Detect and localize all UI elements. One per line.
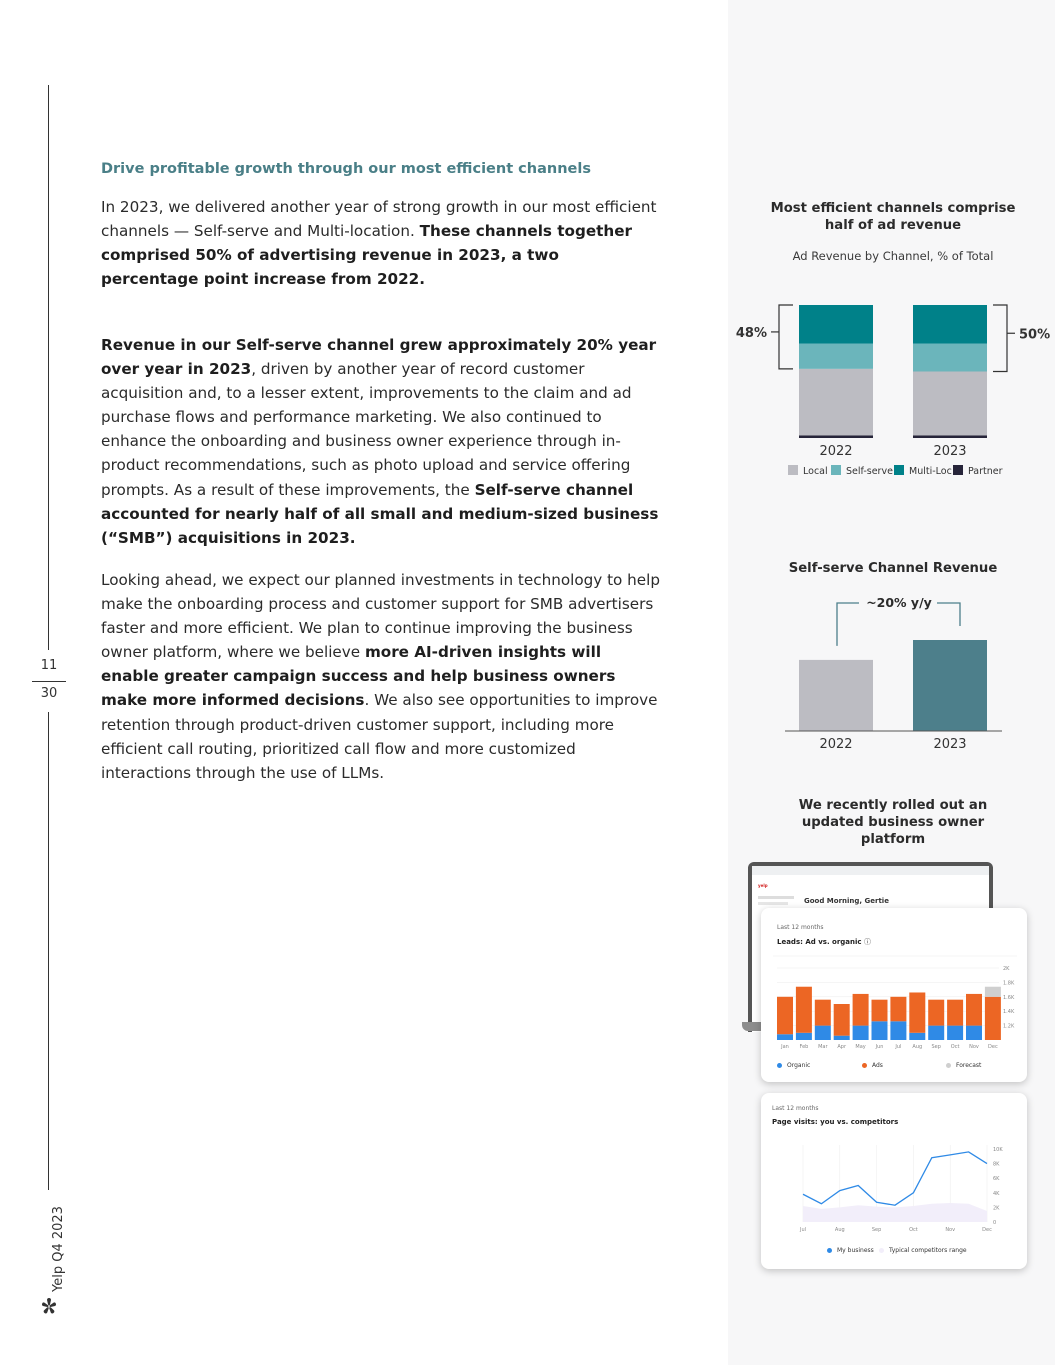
ads-bar [985, 997, 1001, 1040]
bar-self-serve-2022 [799, 344, 873, 369]
legend-label: Local [803, 466, 828, 477]
organic-bar [928, 1026, 944, 1040]
x-tick-label: 2022 [819, 444, 853, 459]
legend-label: Multi-Loc [909, 466, 952, 477]
x-tick-label: Aug [834, 1227, 845, 1233]
paragraph-emphasis: These channels together comprised 50% of advertising revenue in 2023, a two percentage point increase from 2022. [101, 222, 632, 289]
ads-bar [872, 1000, 888, 1022]
legend-competitors [879, 1247, 967, 1254]
chart2-title: Self-serve Channel Revenue [788, 561, 998, 576]
bracket-2023 [993, 305, 1007, 372]
page-total: 30 [40, 686, 58, 701]
yelp-burst-icon [40, 1297, 58, 1315]
forecast-bar [985, 987, 1001, 997]
legend-swatch-local [788, 465, 798, 475]
leads-title-text: Leads: Ad vs. organic [777, 938, 862, 946]
legend-swatch-partner [953, 465, 963, 475]
paragraph-text: , driven by another year of record customer acquisition and, to a lesser extent, improvements to the claim and ad purchase flows and performance marketing. We also continued to enhance the onboarding and business owner experience through in-product recommendations, such as photo upload and service offering prompts. As a result of these improvements, the [101, 360, 632, 499]
x-tick-label: 2023 [933, 737, 967, 752]
paragraph-emphasis: Revenue in our Self-serve channel grew approximately 20% year over year in 2023 [101, 336, 657, 379]
x-tick-label: 2023 [933, 444, 967, 459]
paragraph-emphasis: more AI-driven insights will enable greater campaign success and help business owners make more informed decisions [101, 643, 616, 710]
organic-dot [777, 1063, 782, 1068]
x-tick-label: Nov [969, 1044, 979, 1050]
my-business-line [803, 1152, 987, 1205]
ads-bar [890, 997, 906, 1021]
organic-bar [966, 1026, 982, 1040]
rail-line [48, 85, 49, 650]
ads-bar [815, 1000, 831, 1026]
revenue-bar-2022 [799, 660, 873, 731]
forecast-dot [946, 1063, 951, 1068]
organic-bar [890, 1021, 906, 1040]
growth-annotation: ~20% y/y [866, 595, 932, 610]
y-tick-label: 10K [993, 1147, 1003, 1153]
x-tick-label: Oct [909, 1227, 918, 1233]
bracket-2022 [779, 305, 793, 369]
paragraph-text: . We also see opportunities to improve retention through product-driven customer support, including more efficient call routing, prioritized call flow and more customized interactions through the use of LLMs. [101, 691, 658, 782]
legend-label: Self-serve [846, 466, 893, 477]
organic-bar [815, 1026, 831, 1040]
paragraph-3 [101, 568, 661, 785]
x-tick-label: Jun [875, 1044, 884, 1050]
my-business-dot [827, 1248, 832, 1253]
x-tick-label: Jan [781, 1044, 789, 1050]
y-tick-label: 0 [993, 1220, 997, 1226]
bar-local-2023 [913, 372, 987, 436]
y-tick-label: 2K [1003, 966, 1010, 972]
ads-bar [796, 987, 812, 1033]
legend-my-business [827, 1247, 874, 1254]
organic-bar [796, 1033, 812, 1040]
x-tick-label: Feb [799, 1044, 809, 1050]
page-divider [32, 681, 66, 682]
paragraph-text: Looking ahead, we expect our planned investments in technology to help make the onboarding process and customer support for SMB advertisers faster and more efficient. We plan to continue improving the business owner platform, where we believe [101, 571, 661, 662]
y-tick-label: 1.6K [1003, 994, 1015, 1001]
section-heading: Drive profitable growth through our most efficient channels [101, 161, 591, 177]
x-tick-label: Dec [982, 1227, 992, 1233]
share-label-2023: 50% [1019, 327, 1051, 343]
share-label-2022: 48% [735, 325, 767, 341]
browser-bar [752, 866, 989, 875]
channel-charts [728, 0, 1055, 780]
sidebar-placeholder [758, 896, 794, 899]
legend-label: Forecast [956, 1062, 982, 1069]
ads-dot [862, 1063, 867, 1068]
bar-multi-loc-2022 [799, 305, 873, 344]
legend-label: Organic [787, 1062, 811, 1069]
paragraph-2 [101, 333, 661, 550]
chart1-subtitle: Ad Revenue by Channel, % of Total [792, 249, 994, 263]
organic-bar [853, 1026, 869, 1040]
ads-bar [853, 994, 869, 1026]
bar-partner-2023 [913, 435, 987, 438]
bar-local-2022 [799, 369, 873, 436]
revenue-bar-2023 [913, 640, 987, 731]
paragraph-1 [101, 195, 661, 291]
ads-bar [928, 1000, 944, 1026]
greeting: Good Morning, Gertie [804, 897, 889, 905]
y-tick-label: 1.4K [1003, 1009, 1015, 1016]
y-tick-label: 1.8K [1003, 980, 1015, 987]
organic-bar [947, 1026, 963, 1040]
page-current: 11 [40, 658, 58, 673]
y-tick-label: 6K [993, 1176, 1000, 1183]
competitors-dot [879, 1248, 884, 1253]
platform-caption: We recently rolled out an updated business owner platform [798, 798, 988, 847]
visits-chart [761, 1093, 1027, 1269]
paragraph-text: In 2023, we delivered another year of strong growth in our most efficient channels — Self-serve and Multi-location. [101, 198, 657, 241]
y-tick-label: 2K [993, 1205, 1000, 1212]
leads-chart [761, 908, 1027, 1082]
x-tick-label: Jul [799, 1227, 807, 1233]
leads-period: Last 12 months [777, 924, 824, 931]
x-tick-label: Jul [895, 1044, 902, 1050]
brand-logo: yelp [758, 883, 768, 888]
report-label: Yelp Q4 2023 [51, 1206, 66, 1292]
bar-partner-2022 [799, 435, 873, 438]
legend-label: Partner [968, 466, 1003, 477]
info-icon: ⓘ [864, 938, 872, 946]
organic-bar [909, 1033, 925, 1040]
x-tick-label: Mar [818, 1044, 828, 1050]
organic-bar [777, 1034, 793, 1040]
x-tick-label: Dec [988, 1044, 998, 1050]
legend-label: My business [837, 1247, 874, 1254]
x-tick-label: Aug [912, 1044, 923, 1050]
x-tick-label: Nov [945, 1227, 956, 1233]
ads-bar [966, 994, 982, 1026]
leads-card [761, 908, 1027, 1082]
growth-bracket-left [837, 603, 859, 646]
organic-bar [872, 1021, 888, 1040]
paragraph-emphasis: Self-serve channel accounted for nearly half of all small and medium-sized business (“SMB”) acquisitions in 2023. [101, 480, 659, 547]
ads-bar [947, 1000, 963, 1026]
x-tick-label: Sep [871, 1227, 882, 1233]
legend-organic [777, 1062, 810, 1069]
x-tick-label: Sep [931, 1044, 941, 1050]
ads-bar [834, 1004, 850, 1036]
legend-forecast [946, 1062, 981, 1069]
page-visits-card [761, 1093, 1027, 1269]
bar-multi-loc-2023 [913, 305, 987, 344]
legend-swatch-self-serve [831, 465, 841, 475]
x-tick-label: May [855, 1044, 866, 1050]
sidebar-placeholder [758, 902, 788, 905]
visits-title: Page visits: you vs. competitors [772, 1118, 899, 1126]
growth-bracket-right [937, 603, 960, 626]
legend-swatch-multi-loc [894, 465, 904, 475]
y-tick-label: 8K [993, 1161, 1000, 1168]
ads-bar [777, 997, 793, 1034]
legend-ads [862, 1062, 883, 1069]
ads-bar [909, 992, 925, 1032]
rail-line [48, 712, 49, 1190]
legend-label: Typical competitors range [889, 1247, 967, 1254]
visits-period: Last 12 months [772, 1105, 819, 1112]
x-tick-label: Oct [950, 1044, 960, 1050]
legend-label: Ads [872, 1062, 883, 1069]
chart1-title: Most efficient channels comprise half of ad revenue [770, 201, 1016, 233]
x-tick-label: 2022 [819, 737, 853, 752]
y-tick-label: 4K [993, 1190, 1000, 1197]
y-tick-label: 1.2K [1003, 1023, 1015, 1030]
x-tick-label: Apr [837, 1044, 847, 1050]
bar-self-serve-2023 [913, 344, 987, 372]
organic-bar [834, 1036, 850, 1040]
